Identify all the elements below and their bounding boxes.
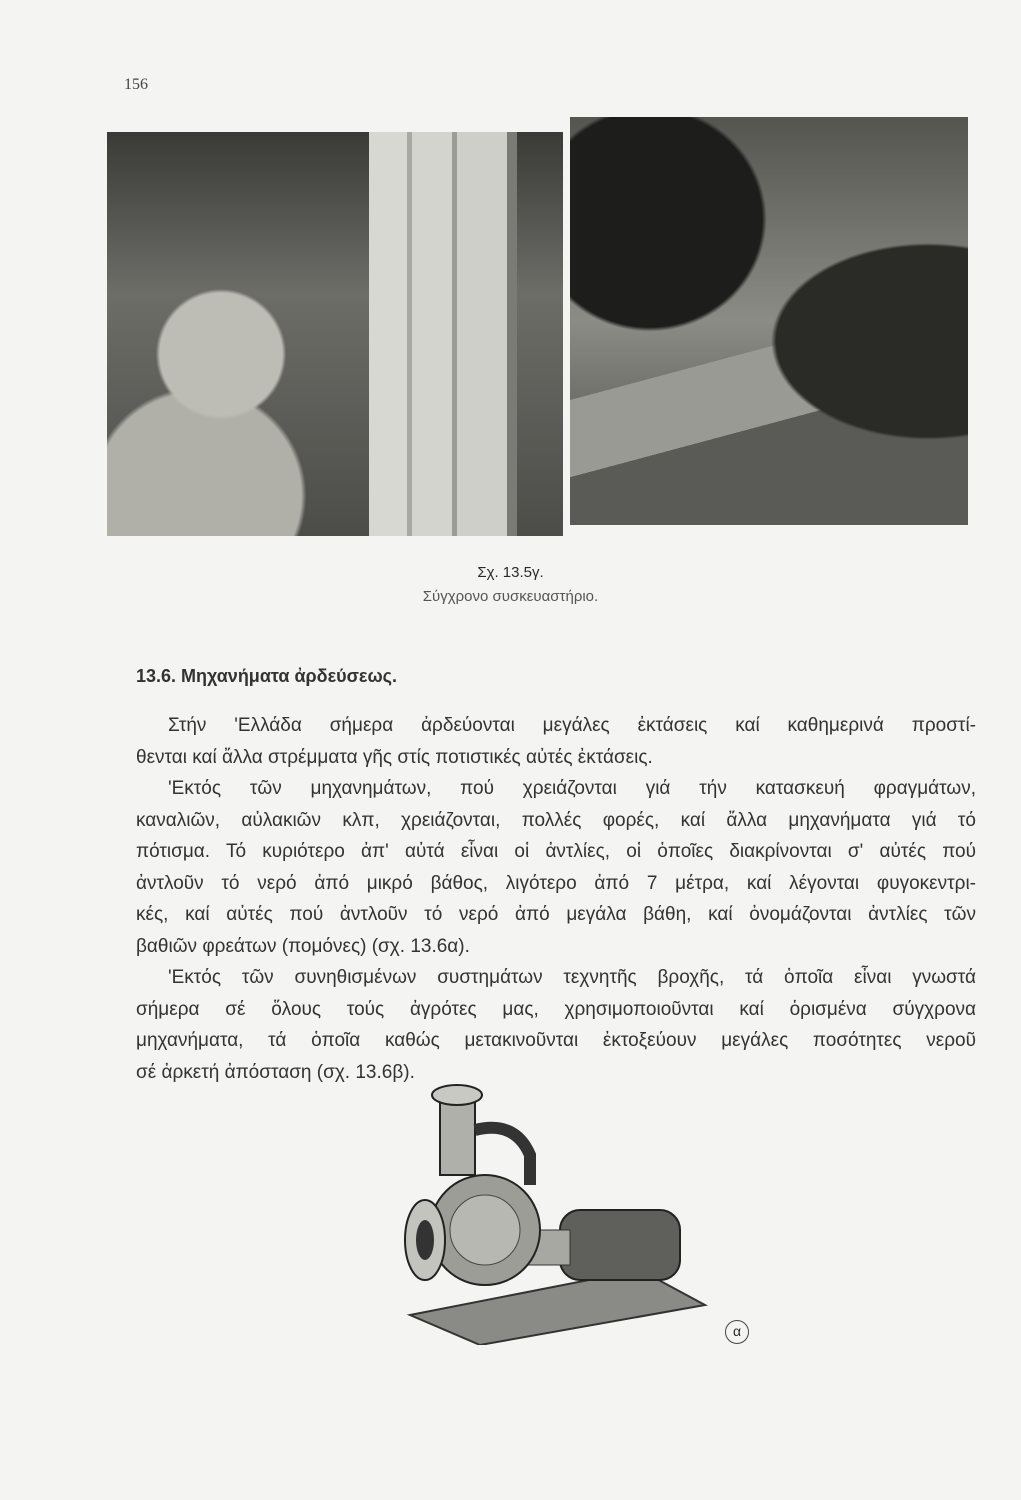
text-line: πότισμα. Τό κυριότερο ἀπ' αὐτά εἶναι οἱ ἀντλίες, οἱ ὁποῖες διακρίνονται σ' αὐτές πού xyxy=(136,841,976,862)
text-line: σήμερα σέ ὅλους τούς ἀγρότες μας, χρησιμοποιοῦνται καί ὁρισμένα σύγχρονα xyxy=(136,998,976,1020)
section-heading: 13.6. Μηχανήματα ἀρδεύσεως. xyxy=(136,666,398,686)
text-line: θενται καί ἄλλα στρέμματα γῆς στίς ποτιστικές αὐτές ἐκτάσεις. xyxy=(136,746,653,768)
text-line: ἀντλοῦν τό νερό ἀπό μικρό βάθος, λιγότερο ἀπό 7 μέτρα, καί λέγονται φυγοκεντρι- xyxy=(136,872,976,894)
workers-packing-photo xyxy=(570,117,968,525)
text-line: μηχανήματα, τά ὁποῖα καθώς μετακινοῦνται ἐκτοξεύουν μεγάλες ποσότητες νεροῦ xyxy=(136,1030,976,1051)
text-line: 'Εκτός τῶν μηχανημάτων, πού χρειάζονται γιά τήν κατασκευή φραγμάτων, xyxy=(168,778,976,799)
text-line: 'Εκτός τῶν συνηθισμένων συστημάτων τεχνητῆς βροχῆς, τά ὁποῖα εἶναι γνωστά xyxy=(168,967,976,988)
packing-line-photo xyxy=(107,132,563,536)
centrifugal-pump-illustration xyxy=(400,1070,715,1345)
section-body xyxy=(136,710,976,1088)
text-line: καναλιῶν, αὐλακιῶν κλπ, χρειάζονται, πολλές φορές, καί ἄλλα μηχανήματα γιά τό xyxy=(136,809,976,831)
figure-caption: Σύγχρονο συσκευαστήριο. xyxy=(422,588,599,605)
figure-label-a: α xyxy=(725,1320,749,1344)
page-number: 156 xyxy=(124,76,148,93)
text-line: σέ ἀρκετή ἀπόσταση (σχ. 13.6β). xyxy=(136,1061,415,1083)
text-line: Στήν 'Ελλάδα σήμερα ἀρδεύονται μεγάλες ἐκτάσεις καί καθημερινά προστί- xyxy=(168,715,976,736)
text-line: κές, καί αὐτές πού ἀντλοῦν τό νερό ἀπό μεγάλα βάθη, καί ὀνομάζονται ἀντλίες τῶν xyxy=(136,904,976,925)
text-line: βαθιῶν φρεάτων (πομόνες) (σχ. 13.6α). xyxy=(136,935,470,957)
figure-number: Σχ. 13.5γ. xyxy=(477,564,544,581)
